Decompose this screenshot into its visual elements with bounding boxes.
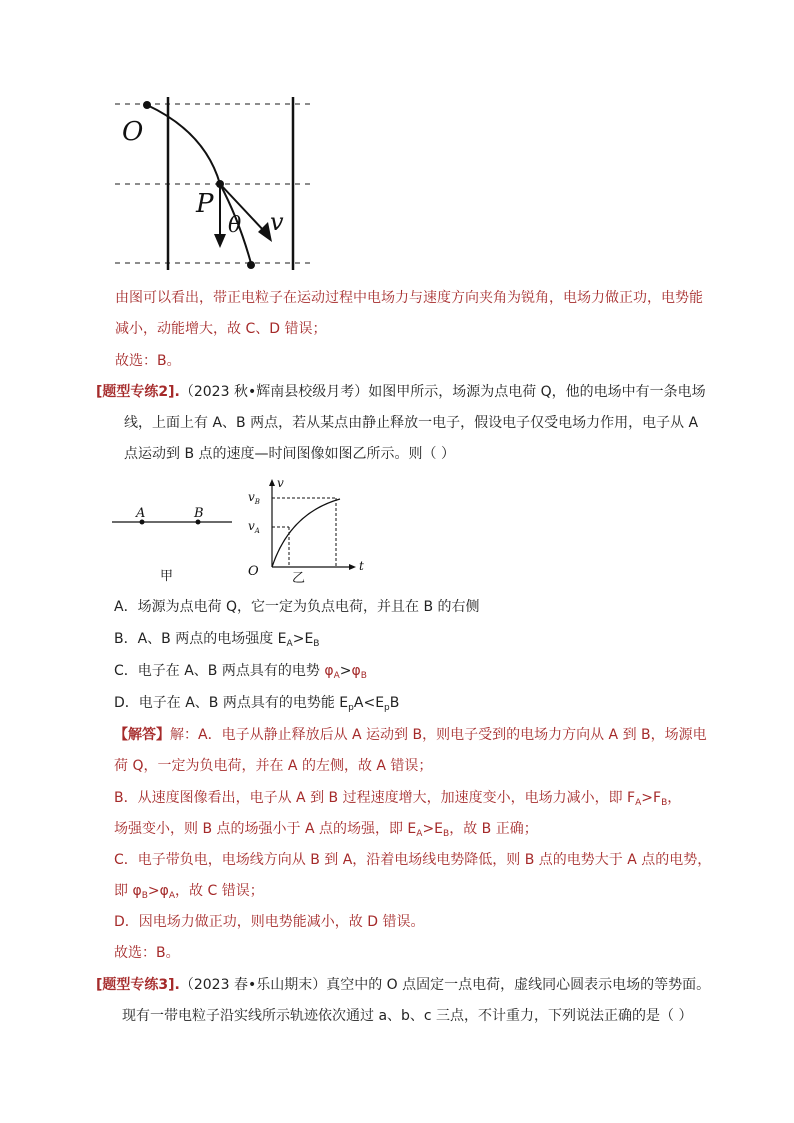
option-d: D．电子在 A、B 两点具有的电势能 $E_pA<E_pB$ (114, 695, 400, 713)
solution-line5: C．电子带负电，电场线方向从 B 到 A，沿着电场线电势降低，则 B 点的电势大于 A 点的电势， (114, 852, 712, 868)
force-arrow-head (214, 234, 226, 248)
q2-line3: 点运动到 B 点的速度—时间图像如图乙所示。则（ ） (124, 446, 455, 462)
caption-yi: 乙 (292, 571, 306, 586)
velocity-time-curve (272, 499, 340, 567)
q2-line1-text: （2023 秋•辉南县校级月考）如图甲所示，场源为点电荷 Q，他的电场中有一条电场 (179, 384, 706, 400)
trajectory-figure (110, 92, 320, 274)
solution-line6: 即 $\varphi_B>\varphi_A$，故 C 错误； (114, 883, 264, 901)
solution-line2: 荷 Q，一定为负电荷，并在 A 的左侧，故 A 错误； (114, 758, 433, 774)
caption-jia: 甲 (160, 569, 174, 584)
label-o: O (122, 117, 144, 147)
para1-line1: 由图可以看出，带正电粒子在运动过程中电场力与速度方向夹角为锐角，电场力做正功，电势能 (115, 290, 703, 306)
solution-tag: 【解答】 (114, 727, 170, 743)
solution-answer: 故选：B。 (114, 945, 180, 961)
t-axis-arrow (349, 564, 356, 570)
label-a: A (136, 506, 146, 521)
solution-line4: 场强变小，则 B 点的场强小于 A 点的场强，即 $E_A>E_B$，故 B 正确； (114, 821, 538, 839)
para1-answer: 故选：B。 (115, 353, 181, 369)
q2-tag: [题型专练2]. (96, 384, 180, 400)
label-b: B (194, 506, 204, 521)
label-v: v (270, 208, 284, 236)
label-theta: θ (228, 213, 242, 238)
option-b: B．A、B 两点的电场强度 $E_A>E_B$ (114, 631, 320, 649)
label-v-axis: v (277, 476, 284, 490)
figure-jia (110, 502, 240, 587)
para1-line2: 减小，动能增大，故 C、D 错误； (115, 321, 327, 337)
option-c: C．电子在 A、B 两点具有的电势 $\varphi_A>\varphi_B$ (114, 663, 367, 681)
figure-yi (240, 475, 375, 587)
velocity-arrow-line (220, 184, 265, 232)
trajectory-end-dot (247, 261, 255, 269)
q3-line1-text: （2023 春•乐山期末）真空中的 O 点固定一点电荷，虚线同心圆表示电场的等势面。 (179, 977, 711, 993)
trajectory-curve (147, 105, 252, 267)
q3-line2: 现有一带电粒子沿实线所示轨迹依次通过 a、b、c 三点，不计重力，下列说法正确的是（ ） (122, 1008, 693, 1024)
point-o-dot (143, 101, 151, 109)
label-vb: $v_B$ (248, 490, 260, 506)
q3-line1 (96, 975, 710, 995)
q2-line2: 线，上面上有 A、B 两点，若从某点由静止释放一电子，假设电子仅受电场力作用，电子从 A (124, 415, 699, 431)
q3-tag: [题型专练3]. (96, 977, 180, 993)
solution-line7: D．因电场力做正功，则电势能减小，故 D 错误。 (114, 914, 425, 930)
label-va: $v_A$ (248, 519, 260, 535)
option-a: A．场源为点电荷 Q，它一定为负点电荷，并且在 B 的右侧 (114, 599, 480, 615)
solution-line3: B．从速度图像看出，电子从 A 到 B 过程速度增大，加速度变小，电场力减小，即 $F_A>F_B$， (114, 790, 682, 808)
label-origin: O (248, 564, 259, 579)
label-t: t (359, 559, 364, 573)
q2-line1 (96, 382, 706, 402)
solution-line1: 【解答】解：A．电子从静止释放后从 A 运动到 B，则电子受到的电场力方向从 A 到 B，场源电 (114, 727, 707, 743)
v-axis-arrow (269, 479, 275, 486)
label-p: P (196, 189, 214, 219)
